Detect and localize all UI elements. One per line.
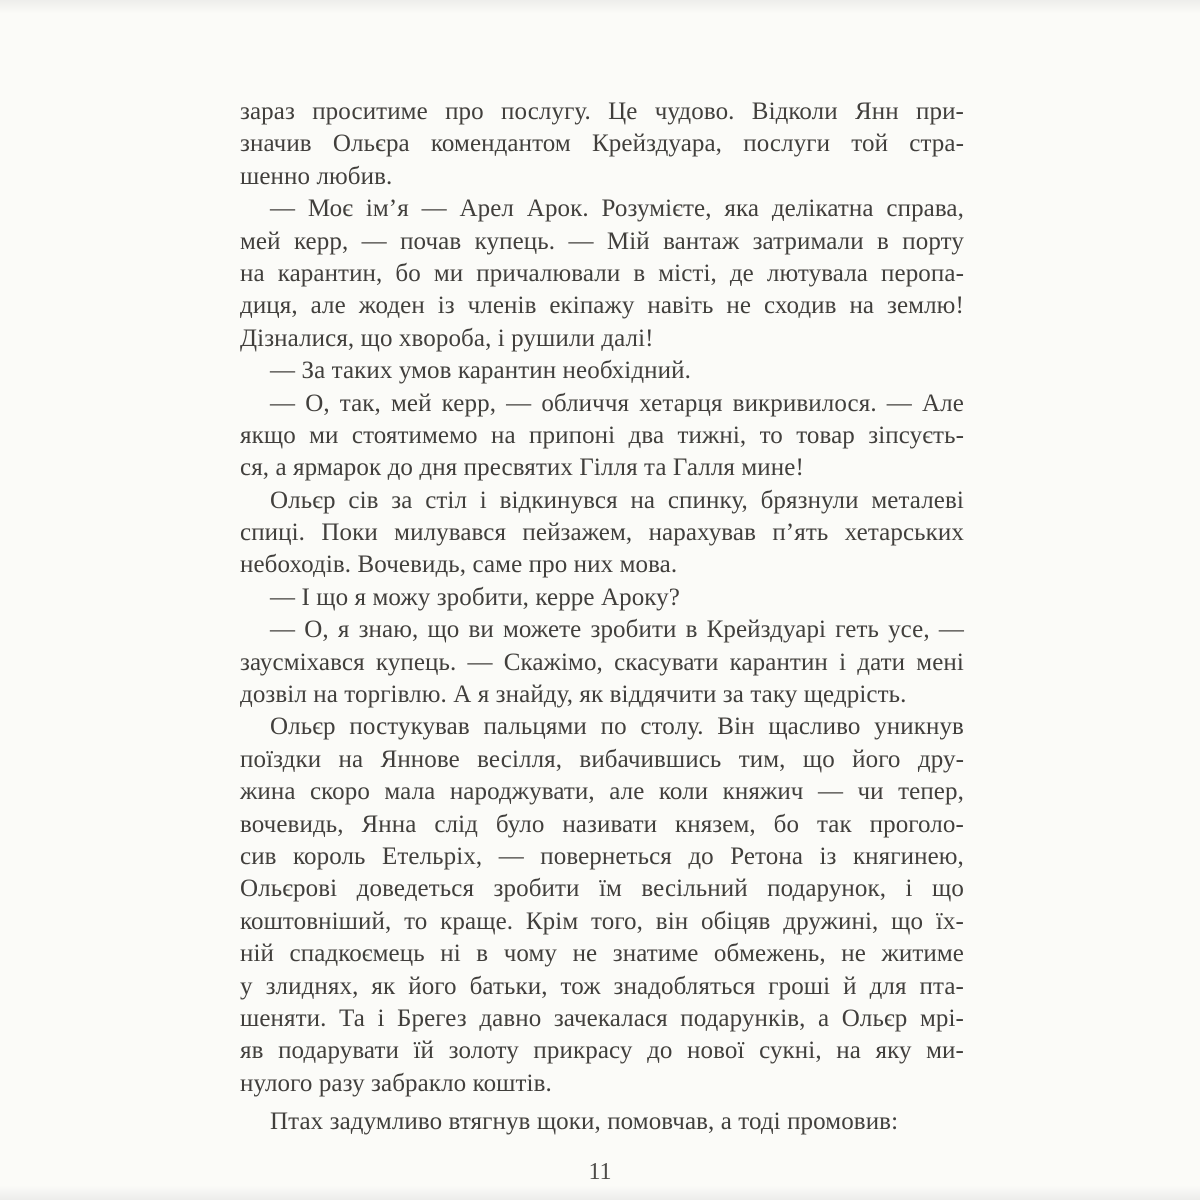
text-line: шеняти. Та і Брегез давно зачекалася подарунків, а Ольєр мрі- [240, 1004, 964, 1032]
page-number: 11 [588, 1159, 612, 1185]
text-line: диця, але жоден із членів екіпажу навіть не сходив на землю! [240, 292, 964, 320]
text-line: зараз проситиме про послугу. Це чудово. Відколи Янн при- [240, 98, 964, 125]
text-line: якщо ми стоятимемо на припоні два тижні, то товар зіпсуєть- [240, 421, 964, 449]
text-line: заусміхався купець. — Скажімо, скасувати карантин і дати мені [240, 648, 964, 676]
text-line: мей керр, — почав купець. — Мій вантаж затримали в порту [240, 227, 964, 255]
text-line: на карантин, бо ми причалювали в місті, де лютувала перопа- [240, 259, 964, 287]
text-line: яв подарувати їй золоту прикрасу до нової сукні, на яку ми- [240, 1037, 964, 1065]
text-line: — О, я знаю, що ви можете зробити в Крейздуарі геть усе, — [270, 616, 964, 644]
text-line: ся, а ярмарок до дня пресвятих Гілля та Галля мине! [240, 454, 804, 482]
text-line: — За таких умов карантин необхідний. [270, 357, 691, 385]
text-line: Птах задумливо втягнув щоки, помовчав, а тоді промовив: [270, 1108, 899, 1136]
text-line: — І що я можу зробити, керре Ароку? [270, 583, 680, 611]
text-line: ній спадкоємець ні в чому не знатиме обмежень, не житиме [240, 940, 964, 968]
text-line: жина скоро мала народжувати, але коли княжич — чи тепер, [240, 778, 964, 806]
text-line: значив Ольєра комендантом Крейздуара, послуги той стра- [240, 130, 964, 158]
text-line: коштовніший, то краще. Крім того, він обіцяв дружині, що їх- [240, 907, 964, 935]
text-line: вочевидь, Янна слід було називати князем, бо так проголо- [240, 810, 964, 838]
text-line: спиці. Поки милувався пейзажем, нарахував п’ять хетарських [240, 519, 964, 547]
text-line: нулого разу забракло коштів. [240, 1069, 552, 1097]
text-line: дозвіл на торгівлю. А я знайду, як віддячити за таку щедрість. [240, 681, 907, 709]
text-block [240, 96, 964, 1139]
text-line: сив король Етельріх, — повернеться до Ретона із княгинею, [240, 842, 964, 870]
text-line: поїздки на Яннове весілля, вибачившись тим, що його дру- [240, 745, 964, 773]
text-line: Ольєрові доведеться зробити їм весільний подарунок, і що [240, 875, 964, 903]
text-line: небоходів. Вочевидь, саме про них мова. [240, 551, 678, 579]
text-line: шенно любив. [240, 162, 393, 190]
text-line: Дізналися, що хвороба, і рушили далі! [240, 324, 654, 352]
text-line: — Моє ім’я — Арел Арок. Розумієте, яка делікатна справа, [270, 195, 964, 223]
text-line: Ольєр сів за стіл і відкинувся на спинку, брязнули металеві [270, 486, 964, 514]
text-line: Ольєр постукував пальцями по столу. Він щасливо уникнув [270, 713, 964, 741]
text-line: — О, так, мей керр, — обличчя хетарця викривилося. — Але [270, 389, 964, 417]
text-line: у злиднях, як його батьки, тож знадобляться гроші й для пта- [240, 972, 964, 1000]
